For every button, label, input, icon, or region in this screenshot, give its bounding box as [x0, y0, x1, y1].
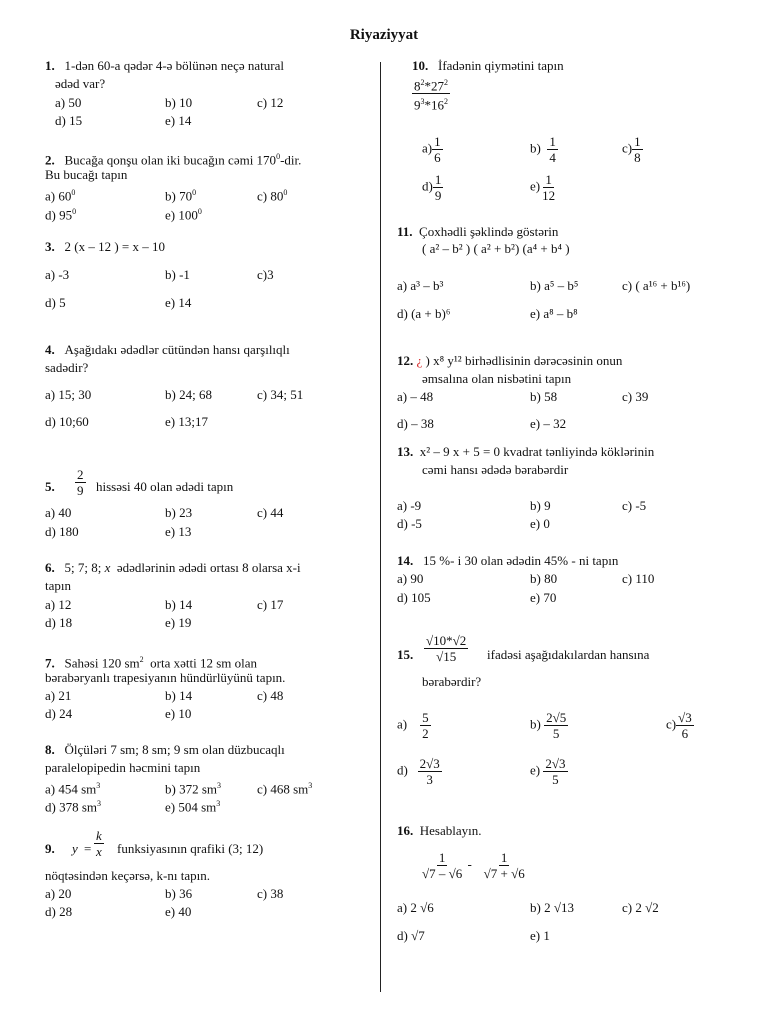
q8-option-d-text: d) 378 sm — [45, 799, 97, 815]
q15-option-c-num: √3 — [678, 710, 692, 725]
q3-option-c: c)3 — [257, 267, 274, 282]
q9-option-b: b) 36 — [165, 886, 193, 901]
q1-option-c: c) 12 — [257, 95, 284, 110]
q15-option-b-den: 5 — [552, 726, 560, 741]
q8-option-c-sup: 3 — [308, 781, 313, 790]
q11-instruction: Çoxhədli şəklində göstərin — [419, 224, 559, 239]
q14-option-a: a) 90 — [397, 571, 424, 586]
q9-text-line2: nöqtəsindən keçərsə, k-nı tapın. — [45, 868, 210, 883]
q4-text — [45, 341, 290, 358]
q10-n1: 8 — [414, 78, 421, 94]
q6-text-line2: tapın — [45, 578, 71, 593]
q10-option-c-num: 1 — [634, 134, 641, 149]
q11-option-a: a) a³ – b³ — [397, 278, 444, 293]
q10-option-d — [422, 172, 443, 203]
q15-option-a-num: 5 — [422, 710, 429, 725]
q8-text-line2: paralelopipedin həcmini tapın — [45, 760, 201, 775]
q11-number: 11. — [397, 224, 413, 239]
q16-text — [397, 822, 481, 839]
q15-number: 15. — [397, 647, 414, 662]
q9-option-c: c) 38 — [257, 886, 284, 901]
q10-number: 10. — [412, 58, 429, 73]
q1-text-line1: 1-dən 60-a qədər 4-ə bölünən neçə natural — [64, 58, 284, 73]
q8-option-e-sup: 3 — [216, 799, 221, 808]
column-divider — [380, 62, 381, 992]
q5-fraction — [75, 467, 86, 498]
q2-option-c-degree: 0 — [283, 188, 288, 197]
q12-text — [397, 352, 622, 369]
q15-number-wrap — [397, 646, 413, 663]
q12-option-a: a) – 48 — [397, 389, 434, 404]
q11-option-e: e) a⁸ – b⁸ — [530, 306, 578, 321]
q4-text-line1: Aşağıdakı ədədlər cütündən hansı qarşılıqlı — [64, 342, 290, 357]
q16-frac2-den: √7 + √6 — [483, 866, 525, 881]
q2-option-c — [257, 184, 287, 204]
q5-option-e: e) 13 — [165, 524, 192, 539]
q1-option-b: b) 10 — [165, 95, 193, 110]
q5-option-b: b) 23 — [165, 505, 193, 520]
q5-fraction-denominator: 9 — [77, 483, 84, 498]
q13-option-b: b) 9 — [530, 498, 551, 513]
q10-option-d-num: 1 — [434, 172, 442, 187]
q11-text — [397, 223, 558, 240]
q2-number: 2. — [45, 152, 55, 168]
q9-number: 9. — [45, 841, 55, 856]
q6-text-a: 5; 7; 8; — [64, 560, 102, 575]
q9-y: y — [72, 841, 78, 856]
q13-option-a: a) -9 — [397, 498, 422, 513]
q10-n2-exp: 2 — [444, 78, 448, 87]
q2-option-b-text: b) 70 — [165, 188, 193, 204]
q11-option-d: d) (a + b)⁶ — [397, 306, 451, 321]
q1-option-d: d) 15 — [55, 113, 83, 128]
q15-option-a-label: a) — [397, 716, 408, 732]
q2-option-c-text: c) 80 — [257, 188, 284, 204]
q8-text — [45, 741, 285, 758]
q9-option-d: d) 28 — [45, 904, 73, 919]
q7-option-d: d) 24 — [45, 706, 73, 721]
q15-option-b-num: 2√5 — [546, 710, 567, 725]
q10-expression-numerator — [412, 75, 450, 94]
q6-option-c: c) 17 — [257, 597, 284, 612]
q10-n1-exp: 2 — [420, 78, 425, 87]
q10-option-c-den: 8 — [634, 150, 641, 165]
q9-option-e: e) 40 — [165, 904, 192, 919]
q16-expression — [420, 850, 527, 881]
q5-option-c: c) 44 — [257, 505, 284, 520]
q15-option-d — [397, 756, 442, 787]
q1-text-line2: ədəd var? — [55, 76, 106, 91]
q3-option-d: d) 5 — [45, 295, 66, 310]
q2-text-a: Bucağa qonşu olan iki bucağın cəmi 170 — [64, 152, 277, 168]
q7-number: 7. — [45, 655, 55, 671]
q9-number-wrap — [45, 840, 55, 857]
q10-option-c — [622, 134, 643, 165]
q10-instruction: İfadənin qiymətini tapın — [438, 58, 564, 73]
q7-sup: 2 — [139, 655, 144, 664]
q6-text-b: ədədlərinin ədədi ortası 8 olarsa x-i — [116, 560, 301, 575]
q13-option-d: d) -5 — [397, 516, 422, 531]
q10-option-a-num: 1 — [434, 134, 441, 149]
q10-option-d-den: 9 — [434, 188, 442, 203]
q8-text-line1: Ölçüləri 7 sm; 8 sm; 9 sm olan düzbucaqlı — [64, 742, 285, 757]
q10-option-b — [530, 134, 558, 165]
q9-text-line1: funksiyasının qrafiki (3; 12) — [117, 841, 264, 856]
q3-option-a: a) -3 — [45, 267, 70, 282]
q10-expression — [412, 75, 450, 113]
q14-number: 14. — [397, 553, 414, 568]
q1-text — [45, 57, 284, 74]
q12-option-c: c) 39 — [622, 389, 649, 404]
q2-option-e — [165, 203, 202, 223]
q13-option-e: e) 0 — [530, 516, 550, 531]
q4-option-d: d) 10;60 — [45, 414, 89, 429]
q9-fraction — [94, 828, 104, 859]
q8-option-c — [257, 777, 312, 797]
q2-option-a-text: a) 60 — [45, 188, 72, 204]
q15-option-c-label: c) — [666, 716, 677, 732]
q14-text — [397, 552, 618, 569]
q8-option-d-sup: 3 — [97, 799, 101, 808]
q13-option-c: c) -5 — [622, 498, 647, 513]
q9-fraction-numerator: k — [96, 828, 102, 843]
q6-option-a: a) 12 — [45, 597, 72, 612]
q12-option-b: b) 58 — [530, 389, 558, 404]
q15-option-e-label: e) — [530, 762, 541, 778]
q6-text — [45, 559, 301, 576]
q8-option-b-sup: 3 — [217, 781, 221, 790]
q3-number: 3. — [45, 239, 55, 254]
q15-option-c-den: 6 — [681, 726, 689, 741]
q13-number: 13. — [397, 444, 414, 459]
q15-option-b — [530, 710, 568, 741]
q14-option-c: c) 110 — [622, 571, 655, 586]
q11-option-c: c) ( a¹⁶ + b¹⁶) — [622, 278, 691, 293]
q1-option-a: a) 50 — [55, 95, 82, 110]
q5-number-label: 5. — [45, 479, 55, 494]
q2-option-d — [45, 203, 76, 223]
q12-option-d: d) – 38 — [397, 416, 434, 431]
q15-option-b-label: b) — [530, 716, 541, 732]
q15-text-line1: ifadəsi aşağıdakılardan hansına — [487, 647, 650, 662]
q4-number: 4. — [45, 342, 55, 357]
q10-n2: *27 — [424, 78, 444, 94]
q7-text-a: Sahəsi 120 sm — [64, 655, 140, 671]
q12-text-line2: əmsalına olan nisbətini tapın — [422, 371, 572, 386]
q3-text — [45, 238, 165, 255]
q10-option-e-label: e) — [530, 178, 541, 194]
q12-mark: ¿ — [416, 353, 423, 368]
q12-option-e: e) – 32 — [530, 416, 567, 431]
q7-text-line2: bərabəryanlı trapesiyanın hündürlüyünü tapın. — [45, 670, 286, 685]
q2-option-e-degree: 0 — [197, 207, 202, 216]
page-title: Riyaziyyat — [349, 27, 419, 43]
q2-option-a-degree: 0 — [71, 188, 76, 197]
q2-degree: 0 — [276, 152, 281, 161]
q10-expression-denominator — [412, 94, 450, 112]
q9-option-a: a) 20 — [45, 886, 72, 901]
q15-option-e-den: 5 — [552, 772, 559, 787]
q15-option-d-den: 3 — [426, 772, 433, 787]
q7-option-e: e) 10 — [165, 706, 192, 721]
q15-option-a-den: 2 — [422, 726, 429, 741]
q5-number — [45, 478, 55, 495]
q15-text-line2: bərabərdir? — [422, 674, 482, 689]
q10-option-b-label: b) — [530, 140, 541, 156]
q4-option-b: b) 24; 68 — [165, 387, 212, 402]
q3-option-e: e) 14 — [165, 295, 192, 310]
q11-option-b: b) a⁵ – b⁵ — [530, 278, 579, 293]
q14-option-b: b) 80 — [530, 571, 558, 586]
q10-option-e-den: 12 — [542, 188, 556, 203]
q10-option-e — [530, 172, 557, 203]
q13-text-line2: cəmi hansı ədədə bərabərdir — [422, 462, 569, 477]
q4-option-c: c) 34; 51 — [257, 387, 304, 402]
q10-option-a-label: a) — [422, 140, 433, 156]
q16-frac1-num: 1 — [438, 850, 446, 865]
q5-fraction-numerator: 2 — [77, 467, 84, 482]
q2-option-d-text: d) 95 — [45, 207, 73, 223]
q5-option-a: a) 40 — [45, 505, 72, 520]
q9-fraction-denominator: x — [96, 844, 102, 859]
q15-option-e — [530, 756, 568, 787]
q3-option-b: b) -1 — [165, 267, 190, 282]
q8-option-e — [165, 795, 220, 815]
q7-text-b: orta xətti 12 sm olan — [150, 655, 257, 671]
q2-option-a — [45, 184, 75, 204]
q1-number: 1. — [45, 58, 55, 73]
q12-text-line1: ) x⁸ y¹² birhədlisinin dərəcəsinin onun — [425, 353, 623, 368]
q15-expression-numerator: √10*√2 — [426, 633, 467, 648]
q16-minus: - — [467, 856, 472, 872]
q1-option-e: e) 14 — [165, 113, 192, 128]
q2-option-d-degree: 0 — [72, 207, 77, 216]
q10-d1: 9 — [414, 97, 421, 113]
q10-option-b-num: 1 — [549, 134, 556, 149]
q10-option-a — [422, 134, 443, 165]
q16-option-e: e) 1 — [530, 928, 550, 943]
q15-option-d-num: 2√3 — [419, 756, 440, 771]
q10-option-a-den: 6 — [434, 150, 441, 165]
q10-d1-exp: 3 — [420, 97, 425, 107]
q4-option-e: e) 13;17 — [165, 414, 208, 429]
q8-option-e-text: e) 504 sm — [165, 799, 217, 815]
q16-option-c: c) 2 √2 — [622, 900, 659, 915]
q6-option-d: d) 18 — [45, 615, 73, 630]
q13-text-line1: x² – 9 x + 5 = 0 kvadrat tənliyində köklərinin — [419, 444, 655, 459]
q6-variable-x: x — [104, 560, 111, 575]
q4-text-line2: sadədir? — [45, 360, 89, 375]
q16-number: 16. — [397, 823, 414, 838]
q5-option-d: d) 180 — [45, 524, 79, 539]
q11-expression: ( a² – b² ) ( a² + b²) (a⁴ + b⁴ ) — [422, 241, 570, 256]
q8-option-b-text: b) 372 sm — [165, 781, 217, 797]
q10-d2: *16 — [424, 97, 444, 113]
q7-option-b: b) 14 — [165, 688, 193, 703]
q10-text — [412, 57, 564, 74]
q5-text: hissəsi 40 olan ədədi tapın — [96, 479, 234, 494]
q2-option-b — [165, 184, 196, 204]
q2-text-b: -dir. — [280, 152, 302, 168]
q10-option-b-den: 4 — [549, 150, 556, 165]
q10-option-e-num: 1 — [545, 172, 552, 187]
q15-option-d-label: d) — [397, 762, 408, 778]
q7-option-a: a) 21 — [45, 688, 72, 703]
q16-frac1-den: √7 – √6 — [422, 866, 463, 881]
q7-option-c: c) 48 — [257, 688, 284, 703]
q10-option-d-label: d) — [422, 178, 433, 194]
q15-option-c — [666, 710, 694, 741]
q14-option-d: d) 105 — [397, 590, 431, 605]
q16-option-a: a) 2 √6 — [397, 900, 434, 915]
q3-equation: 2 (x – 12 ) = x – 10 — [64, 239, 165, 254]
q6-option-b: b) 14 — [165, 597, 193, 612]
q12-number: 12. — [397, 353, 414, 368]
q6-option-e: e) 19 — [165, 615, 192, 630]
q15-expression — [424, 633, 468, 664]
q16-instruction: Hesablayın. — [419, 823, 482, 838]
q2-option-b-degree: 0 — [192, 188, 197, 197]
q15-option-e-num: 2√3 — [545, 756, 566, 771]
q16-option-d: d) √7 — [397, 928, 425, 943]
q8-option-a-sup: 3 — [96, 781, 101, 790]
q2-text-line2: Bu bucağı tapın — [45, 167, 128, 182]
q6-number: 6. — [45, 560, 55, 575]
q16-option-b: b) 2 √13 — [530, 900, 574, 915]
q10-option-c-label: c) — [622, 140, 633, 156]
q14-instruction: 15 %- i 30 olan ədədin 45% - ni tapın — [423, 553, 619, 568]
q9-equals: = — [84, 841, 92, 856]
q8-option-c-text: c) 468 sm — [257, 781, 309, 797]
q15-expression-denominator: √15 — [436, 649, 457, 664]
q15-option-a — [397, 710, 431, 741]
q14-option-e: e) 70 — [530, 590, 557, 605]
q2-option-e-text: e) 100 — [165, 207, 198, 223]
q16-frac2-num: 1 — [500, 850, 508, 865]
q8-option-a-text: a) 454 sm — [45, 781, 97, 797]
q4-option-a: a) 15; 30 — [45, 387, 92, 402]
q13-text — [397, 443, 654, 460]
q8-number: 8. — [45, 742, 55, 757]
q10-d2-exp: 2 — [444, 97, 448, 107]
q8-option-d — [45, 795, 101, 815]
